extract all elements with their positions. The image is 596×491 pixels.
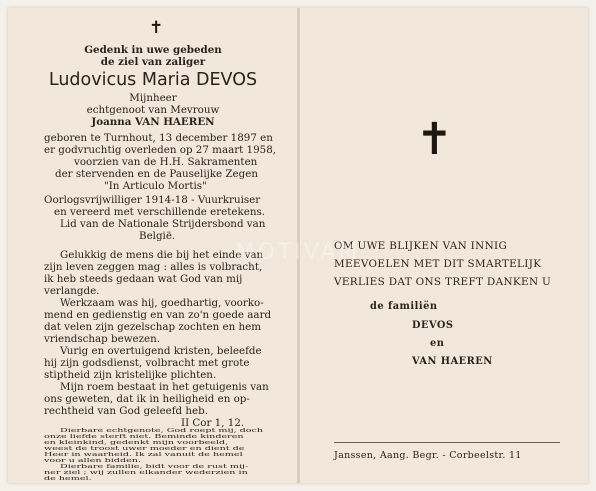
printer-line: Janssen, Aang. Begr. - Corbeelstr. 11	[334, 450, 522, 461]
cross-icon: ✝	[416, 114, 453, 165]
text-line: stiptheid zijn kristelijke plichten.	[44, 369, 217, 381]
text-line: Heer in waarheid. Ik zal vanuit de hemel	[44, 451, 243, 458]
watermark: MOTIVAM	[235, 240, 361, 265]
bio-line: er godvruchtig overleden op 27 maart 1958,	[44, 144, 277, 156]
spouse-name: Joanna VAN HAEREN	[91, 116, 215, 128]
bio-line: Lid van de Nationale Strijdersbond van	[60, 218, 266, 230]
text-line: weest de troost uwer moeder en dient de	[44, 445, 245, 452]
closing-paragraphs	[8, 429, 298, 483]
text-line: ons geweten, dat ik in heiligheid en op-	[44, 393, 250, 405]
bio-line: en vereerd met verschillende eretekens.	[54, 206, 266, 218]
text-line: verlangde.	[44, 285, 100, 297]
thanks-line: OM UWE BLIJKEN VAN INNIG	[334, 240, 508, 252]
families-label: de familiën	[370, 301, 438, 312]
text-line: II Cor 1, 12.	[181, 417, 245, 429]
header-line: de ziel van zaliger	[100, 56, 206, 68]
text-line: dat velen zijn gezelschap zochten en hem	[44, 321, 261, 333]
text-line: rechtheid van God geleefd heb.	[44, 405, 209, 417]
family-name-devos: DEVOS	[412, 320, 454, 331]
bio-line: geboren te Turnhout, 13 december 1897 en	[44, 132, 273, 144]
and-word: en	[430, 338, 445, 349]
text-line: vriendschap bewezen.	[44, 333, 161, 345]
text-line: Werkzaam was hij, goedhartig, voorko-	[60, 297, 264, 309]
text-line: en kleinkind, gedenkt mijn voorbeeld,	[44, 439, 229, 446]
text-line: ner ziel ; wij zullen elkander wederzien in	[44, 468, 248, 476]
bio-line: der stervenden en de Pauselijke Zegen	[55, 168, 258, 180]
text-line: Vurig en overtuigend kristen, beleefde	[60, 345, 262, 357]
title-line: Mijnheer	[129, 92, 177, 104]
text-line: ik heb steeds gedaan wat God van mij	[44, 273, 243, 285]
bio-line: Oorlogsvrijwilliger 1914-18 - Vuurkruiser	[44, 194, 261, 206]
family-name-van-haeren: VAN HAEREN	[412, 356, 493, 367]
footer-rule	[334, 442, 560, 443]
thanks-line: MEEVOELEN MET DIT SMARTELIJK	[334, 258, 542, 270]
text-line: hij zijn godsdienst, volbracht met grote	[44, 357, 250, 369]
cross-icon: ✝	[149, 18, 164, 38]
memorial-card	[8, 8, 588, 483]
text-line: Mijn roem bestaat in het getuigenis van	[60, 381, 269, 393]
text-line: de hemel.	[44, 474, 92, 482]
text-line: onze liefde sterft niet. Beminde kinderen	[44, 433, 244, 440]
bio-line: België.	[139, 230, 176, 242]
thanks-line: VERLIES DAT ONS TREFT DANKEN U	[334, 276, 552, 288]
text-line: Dierbare familie, bidt voor de rust mij-	[60, 463, 249, 470]
text-line: Dierbare echtgenote, God roept mij, doch	[60, 427, 264, 434]
text-line: voor u allen bidden.	[44, 457, 141, 464]
bio-line: voorzien van de H.H. Sakramenten	[74, 156, 258, 168]
deceased-name: Ludovicus Maria DEVOS	[48, 70, 258, 90]
text-line: zijn leven zeggen mag : alles is volbracht,	[44, 261, 263, 273]
header-line: Gedenk in uwe gebeden	[84, 44, 222, 56]
bio-line: "In Articulo Mortis"	[104, 180, 207, 192]
text-line: mend en gedienstig en van zo'n goede aard	[44, 309, 272, 321]
spouse-intro: echtgenoot van Mevrouw	[86, 104, 220, 116]
text-line: Gelukkig de mens die bij het einde van	[60, 249, 264, 261]
